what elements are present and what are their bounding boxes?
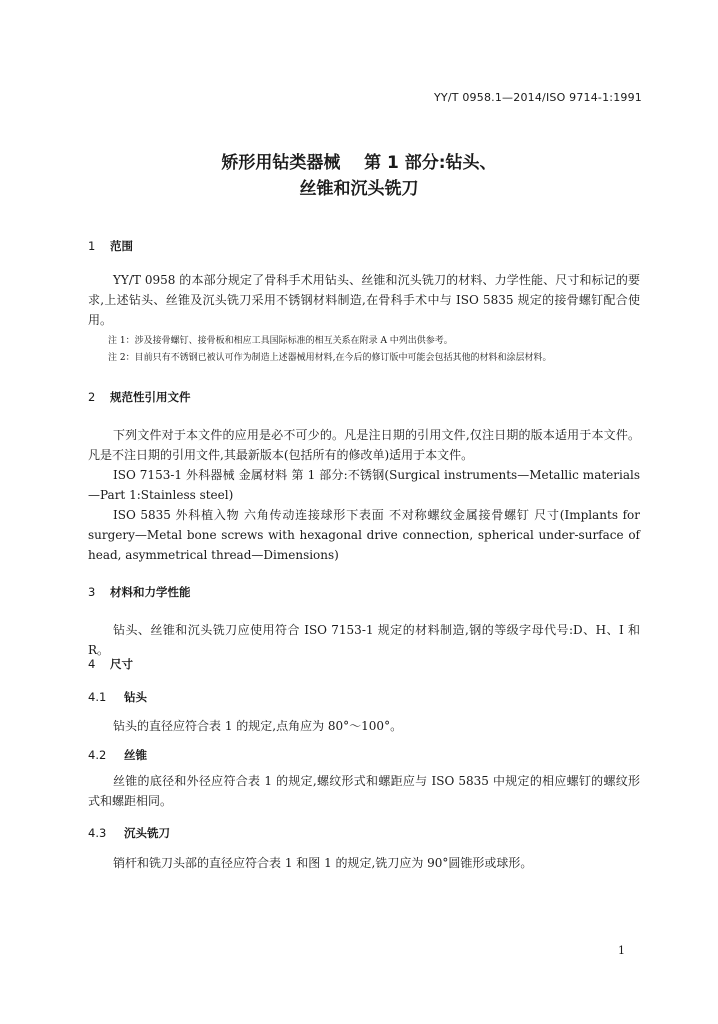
section-number: 3 [88,585,96,599]
section-4-2-heading [88,747,147,763]
section-title: 尺寸 [110,657,134,671]
section-number: 4.3 [88,826,107,840]
section-2-paragraph: 下列文件对于本文件的应用是必不可少的。凡是注日期的引用文件,仅注日期的版本适用于本文件。凡是不注日期的引用文件,其最新版本(包括所有的修改单)适用于本文件。 [88,428,640,462]
standard-number: YY/T 0958.1—2014/ISO 9714-1:1991 [434,91,642,104]
document-title-line2: 丝锥和沉头铣刀 [299,179,419,199]
section-title: 规范性引用文件 [110,390,191,404]
section-1-paragraph: YY/T 0958 的本部分规定了骨科手术用钻头、丝锥和沉头铣刀的材料、力学性能、尺寸和标记的要求,上述钻头、丝锥及沉头铣刀采用不锈钢材料制造,在骨科手术中与 ISO 5835 规定的接骨螺钉配合使用。 [88,273,640,327]
section-title: 范围 [110,239,134,253]
section-title: 材料和力学性能 [110,585,191,599]
section-4-2-paragraph: 丝锥的底径和外径应符合表 1 的规定,螺纹形式和螺距应与 ISO 5835 中规定的相应螺钉的螺纹形式和螺距相同。 [88,774,640,808]
reference-iso-5835: ISO 5835 外科植入物 六角传动连接球形下表面 不对称螺纹金属接骨螺钉 尺寸(Implants for surgery—Metal bone screws with hexagonal drive connection, spherical under-surface of head, asymmetrical thread—Dimensions) [88,508,640,562]
section-4-3-paragraph: 销杆和铣刀头部的直径应符合表 1 和图 1 的规定,铣刀应为 90°圆锥形或球形。 [113,856,533,870]
page-number: 1 [618,944,625,957]
note-1: 注 1：涉及接骨螺钉、接骨板和相应工具国际标准的相互关系在附录 A 中列出供参考。 [108,336,453,346]
section-title: 沉头铣刀 [124,826,171,840]
section-3-heading [88,584,191,600]
section-4-3-heading [88,825,170,841]
section-number: 4.1 [88,690,107,704]
section-2-heading [88,389,191,405]
section-number: 4 [88,657,96,671]
reference-iso-7153-1: ISO 7153-1 外科器械 金属材料 第 1 部分:不锈钢(Surgical instruments—Metallic materials—Part 1:Stainless steel) [88,468,640,502]
section-4-1-paragraph: 钻头的直径应符合表 1 的规定,点角应为 80°～100°。 [113,719,403,733]
note-2: 注 2：目前只有不锈钢已被认可作为制造上述器械用材料,在今后的修订版中可能会包括其他的材料和涂层材料。 [108,353,552,363]
section-1-heading [88,238,133,254]
section-title: 钻头 [124,690,148,704]
section-title: 丝锥 [124,748,148,762]
section-number: 1 [88,239,96,253]
section-number: 4.2 [88,748,107,762]
section-4-heading [88,656,133,672]
section-3-paragraph: 钻头、丝锥和沉头铣刀应使用符合 ISO 7153-1 规定的材料制造,钢的等级字母代号:D、H、I 和 R。 [88,623,640,657]
document-title-line1: 矫形用钻类器械 第 1 部分:钻头、 [221,153,497,173]
section-number: 2 [88,390,96,404]
section-4-1-heading [88,689,147,705]
